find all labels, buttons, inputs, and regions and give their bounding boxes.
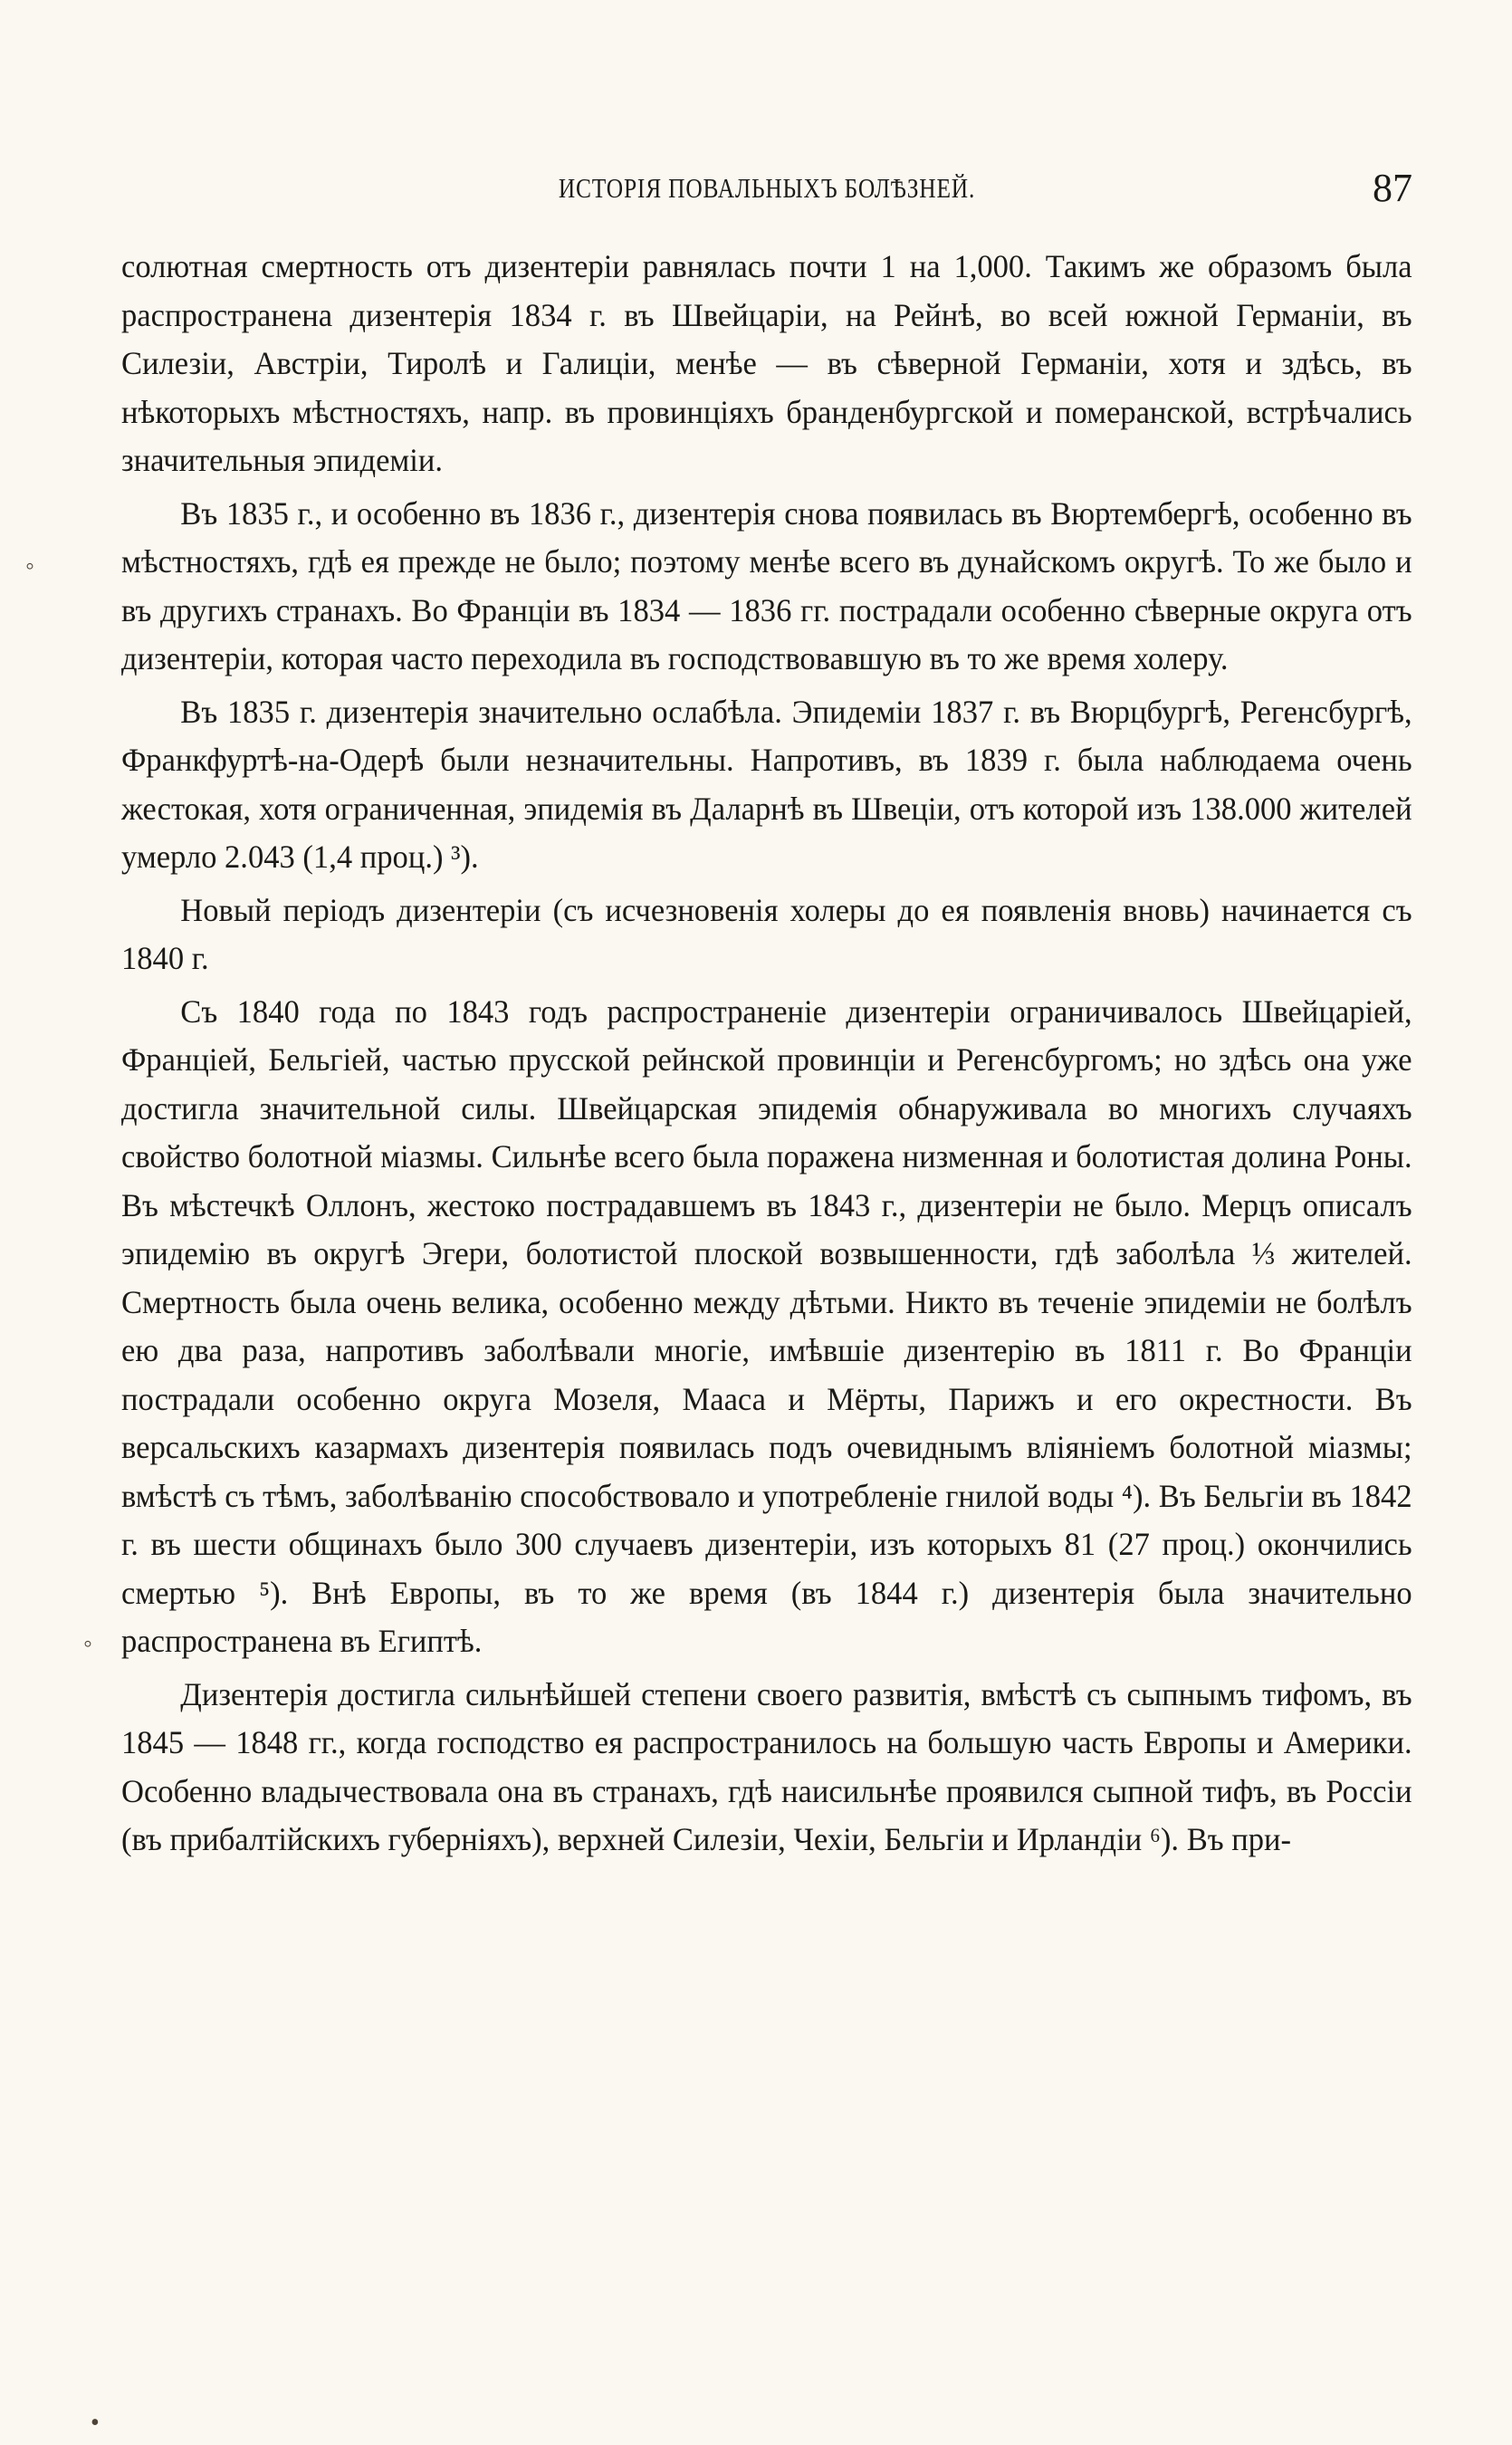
page-header (121, 165, 1412, 219)
paragraph-2: Въ 1835 г., и особенно въ 1836 г., дизентерія снова появилась въ Вюртембергѣ, особенно въ мѣстностяхъ, гдѣ ея прежде не было; поэтому менѣе всего въ дунайскомъ округѣ. То же было и въ другихъ странахъ. Во Франціи въ 1834 — 1836 гг. пострадали особенно сѣверные округа отъ дизентеріи, которая часто переходила въ господствовавшую въ то же время холеру. (121, 494, 1412, 676)
paragraph-4: Новый періодъ дизентеріи (съ исчезновенія холеры до ея появленія вновь) начинается съ 1840 г. (121, 891, 1412, 976)
paragraph-1: солютная смертность отъ дизентеріи равнялась почти 1 на 1,000. Такимъ же образомъ была распространена дизентерія 1834 г. въ Швейцаріи, на Рейнѣ, во всей южной Германіи, въ Силезіи, Австріи, Тиролѣ и Галиціи, менѣе — въ сѣверной Германіи, хотя и здѣсь, въ нѣкоторыхъ мѣстностяхъ, напр. въ провинціяхъ бранденбургской и померанской, встрѣчались значительныя эпидеміи. (121, 248, 1412, 478)
paragraph-6: Дизентерія достигла сильнѣйшей степени своего развитія, вмѣстѣ съ сыпнымъ тифомъ, въ 1845 — 1848 гг., когда господство ея распространилось на большую часть Европы и Америки. Особенно владычествовала она въ странахъ, гдѣ наисильнѣе проявился сыпной тифъ, въ Россіи (въ прибалтійскихъ губерніяхъ), верхней Силезіи, Чехіи, Бельгіи и Ирландіи ⁶). Въ при- (121, 1675, 1412, 1857)
margin-mark: • (91, 2409, 100, 2437)
margin-mark: ◦ (25, 552, 34, 580)
margin-mark: ◦ (83, 1630, 92, 1658)
paragraph-5: Съ 1840 года по 1843 годъ распространеніе дизентеріи ограничивалось Швейцаріей, Франціей, Бельгіей, частью прусской рейнской провинціи и Регенсбургомъ; но здѣсь она уже достигла значительной силы. Швейцарская эпидемія обнаруживала во многихъ случаяхъ свойство болотной міазмы. Сильнѣе всего была поражена низменная и болотистая долина Роны. Въ мѣстечкѣ Оллонъ, жестоко пострадавшемъ въ 1843 г., дизентеріи не было. Мерцъ описалъ эпидемію въ округѣ Эгери, болотистой плоской возвышенности, гдѣ заболѣла ⅓ жителей. Смертность была очень велика, особенно между дѣтьми. Никто въ теченіе эпидеміи не болѣлъ ею два раза, напротивъ заболѣвали многіе, имѣвшіе дизентерію въ 1811 г. Во Франціи пострадали особенно округа Мозеля, Мааса и Мёрты, Парижъ и его окрестности. Въ версальскихъ казармахъ дизентерія появилась подъ очевиднымъ вліяніемъ болотной міазмы; вмѣстѣ съ тѣмъ, заболѣванію способствовало и употребленіе гнилой воды ⁴). Въ Бельгіи въ 1842 г. въ шести общинахъ было 300 случаевъ дизентеріи, изъ которыхъ 81 (27 проц.) окончились смертью ⁵). Внѣ Европы, въ то же время (въ 1844 г.) дизентерія была значительно распространена въ Египтѣ. (121, 992, 1412, 1659)
body-text (121, 243, 1412, 1865)
paragraph-3: Въ 1835 г. дизентерія значительно ослабѣла. Эпидеміи 1837 г. въ Вюрцбургѣ, Регенсбургѣ, Франкфуртѣ-на-Одерѣ были незначительны. Напротивъ, въ 1839 г. была наблюдаема очень жестокая, хотя ограниченная, эпидемія въ Даларнѣ въ Швеціи, отъ которой изъ 138.000 жителей умерло 2.043 (1,4 проц.) ³). (121, 693, 1412, 875)
running-title: ИСТОРІЯ ПОВАЛЬНЫХЪ БОЛѢЗНЕЙ. (558, 172, 976, 204)
page-number: 87 (1373, 166, 1412, 210)
